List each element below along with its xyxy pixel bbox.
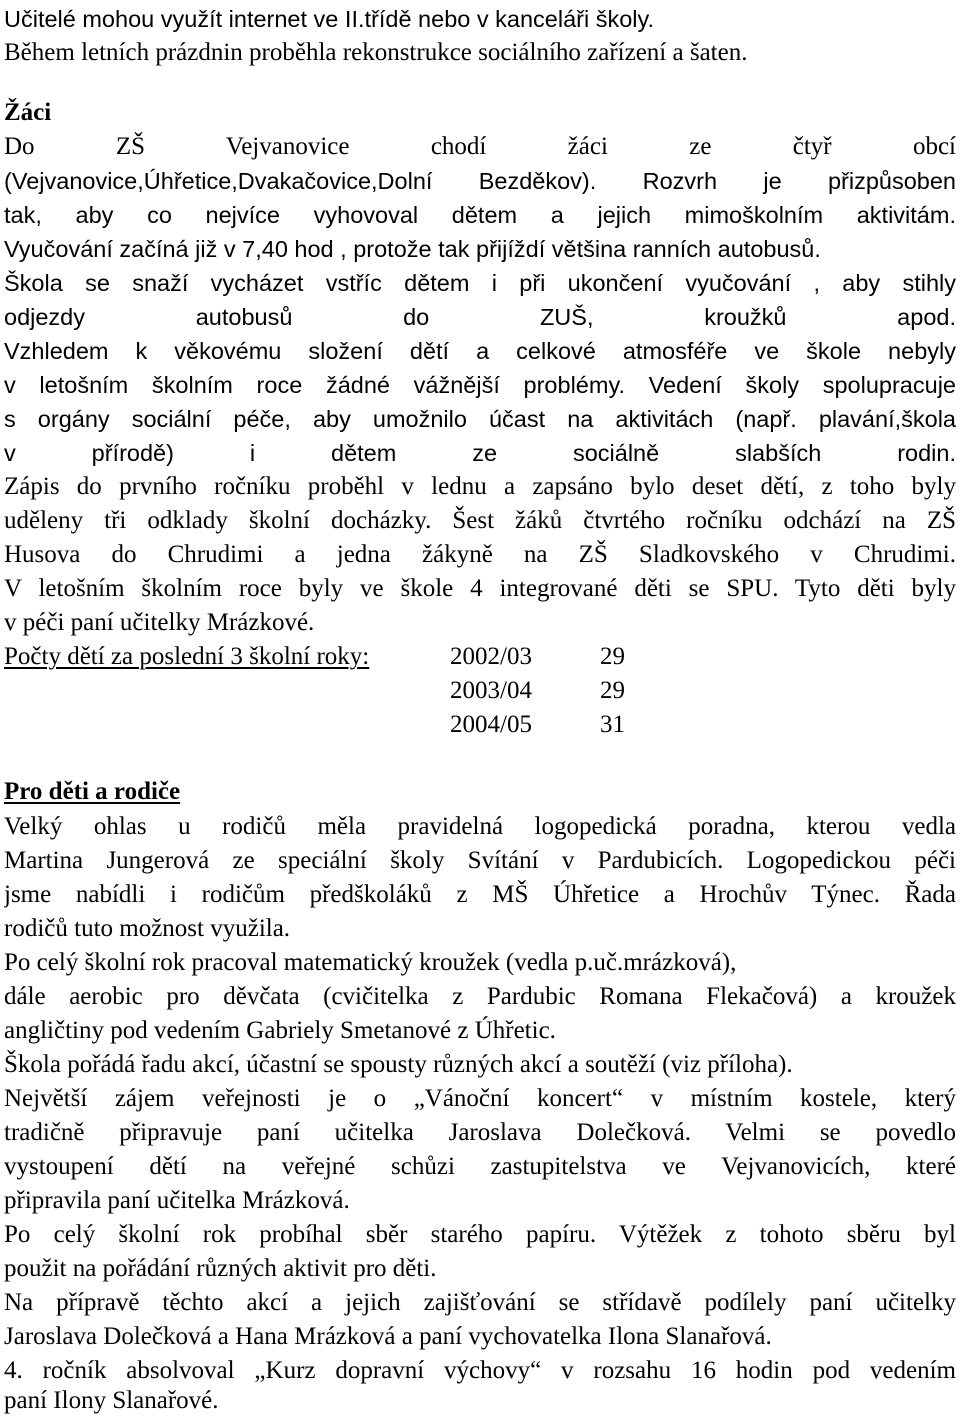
paragraph-line: tradičně připravuje paní učitelka Jaroslava Dolečková. Velmi se povedlo — [4, 1119, 956, 1146]
paragraph-line: Velký ohlas u rodičů měla pravidelná logopedická poradna, kterou vedla — [4, 813, 956, 840]
paragraph-line: rodičů tuto možnost využila. — [4, 915, 291, 942]
paragraph-line: s orgány sociální péče, aby umožnilo účast na aktivitách (např. plavání,škola — [4, 406, 956, 432]
paragraph-line: V letošním školním roce byly ve škole 4 integrované děti se SPU. Tyto děti byly — [4, 575, 956, 602]
counts-year: 2002/03 — [450, 643, 532, 670]
paragraph-line: (Vejvanovice,Úhřetice,Dvakačovice,Dolní Bezděkov). Rozvrh je přizpůsoben — [4, 168, 956, 194]
paragraph-line: jsme nabídli i rodičům předškoláků z MŠ Úhřetice a Hrochův Týnec. Řada — [4, 881, 956, 908]
section-heading-pro-deti-a-rodice: Pro děti a rodiče — [4, 778, 181, 805]
paragraph-line: v péči paní učitelky Mrázkové. — [4, 609, 315, 636]
counts-value: 29 — [600, 643, 625, 670]
paragraph-line: vystoupení dětí na veřejné schůzi zastupitelstva ve Vejvanovicích, které — [4, 1153, 956, 1180]
paragraph-line: 4. ročník absolvoval „Kurz dopravní výchovy“ v rozsahu 16 hodin pod vedením — [4, 1357, 956, 1384]
paragraph-line: Na přípravě těchto akcí a jejich zajišťování se střídavě podílely paní učitelky — [4, 1289, 956, 1316]
paragraph-line: Po celý školní rok probíhal sběr starého papíru. Výtěžek z tohoto sběru byl — [4, 1221, 956, 1248]
intro-line-1: Učitelé mohou využít internet ve II.třídě nebo v kanceláři školy. — [4, 6, 655, 32]
counts-value: 29 — [600, 677, 625, 704]
counts-value: 31 — [600, 711, 625, 738]
paragraph-line: použit na pořádání různých aktivit pro děti. — [4, 1255, 437, 1282]
section-heading-zaci: Žáci — [4, 99, 52, 126]
paragraph-line: Škola pořádá řadu akcí, účastní se spousty různých akcí a soutěží (viz příloha). — [4, 1051, 793, 1078]
paragraph-line: Jaroslava Dolečková a Hana Mrázková a paní vychovatelka Ilona Slanařová. — [4, 1323, 772, 1350]
counts-year: 2003/04 — [450, 677, 532, 704]
paragraph-line: Po celý školní rok pracoval matematický kroužek (vedla p.uč.mrázková), — [4, 949, 737, 976]
paragraph-line: Zápis do prvního ročníku proběhl v lednu a zapsáno bylo deset dětí, z toho byly — [4, 473, 956, 500]
paragraph-line: v přírodě) i dětem ze sociálně slabších rodin. — [4, 440, 956, 466]
paragraph-line: Husova do Chrudimi a jedna žákyně na ZŠ Sladkovského v Chrudimi. — [4, 541, 956, 568]
paragraph-line: Největší zájem veřejnosti je o „Vánoční koncert“ v místním kostele, který — [4, 1085, 956, 1112]
paragraph-line: připravila paní učitelka Mrázková. — [4, 1187, 350, 1214]
intro-line-2: Během letních prázdnin proběhla rekonstrukce sociálního zařízení a šaten. — [4, 39, 748, 66]
paragraph-line: Vzhledem k věkovému složení dětí a celkové atmosféře ve škole nebyly — [4, 338, 956, 364]
paragraph-line: odjezdy autobusů do ZUŠ, kroužků apod. — [4, 304, 956, 330]
paragraph-line: Do ZŠ Vejvanovice chodí žáci ze čtyř obcí — [4, 133, 956, 160]
paragraph-line: tak, aby co nejvíce vyhovoval dětem a jejich mimoškolním aktivitám. — [4, 202, 956, 228]
counts-label: Počty dětí za poslední 3 školní roky: — [4, 643, 370, 670]
paragraph-line: Vyučování začíná již v 7,40 hod , protože tak přijíždí většina ranních autobusů. — [4, 236, 821, 262]
paragraph-line: v letošním školním roce žádné vážnější problémy. Vedení školy spolupracuje — [4, 372, 956, 398]
paragraph-line: angličtiny pod vedením Gabriely Smetanové z Úhřetic. — [4, 1017, 556, 1044]
paragraph-line: uděleny tři odklady školní docházky. Šest žáků čtvrtého ročníku odchází na ZŠ — [4, 507, 956, 534]
paragraph-line: paní Ilony Slanařové. — [4, 1387, 219, 1414]
counts-year: 2004/05 — [450, 711, 532, 738]
paragraph-line: dále aerobic pro děvčata (cvičitelka z Pardubic Romana Flekačová) a kroužek — [4, 983, 956, 1010]
paragraph-line: Martina Jungerová ze speciální školy Svítání v Pardubicích. Logopedickou péči — [4, 847, 956, 874]
paragraph-line: Škola se snaží vycházet vstříc dětem i při ukončení vyučování , aby stihly — [4, 270, 956, 296]
